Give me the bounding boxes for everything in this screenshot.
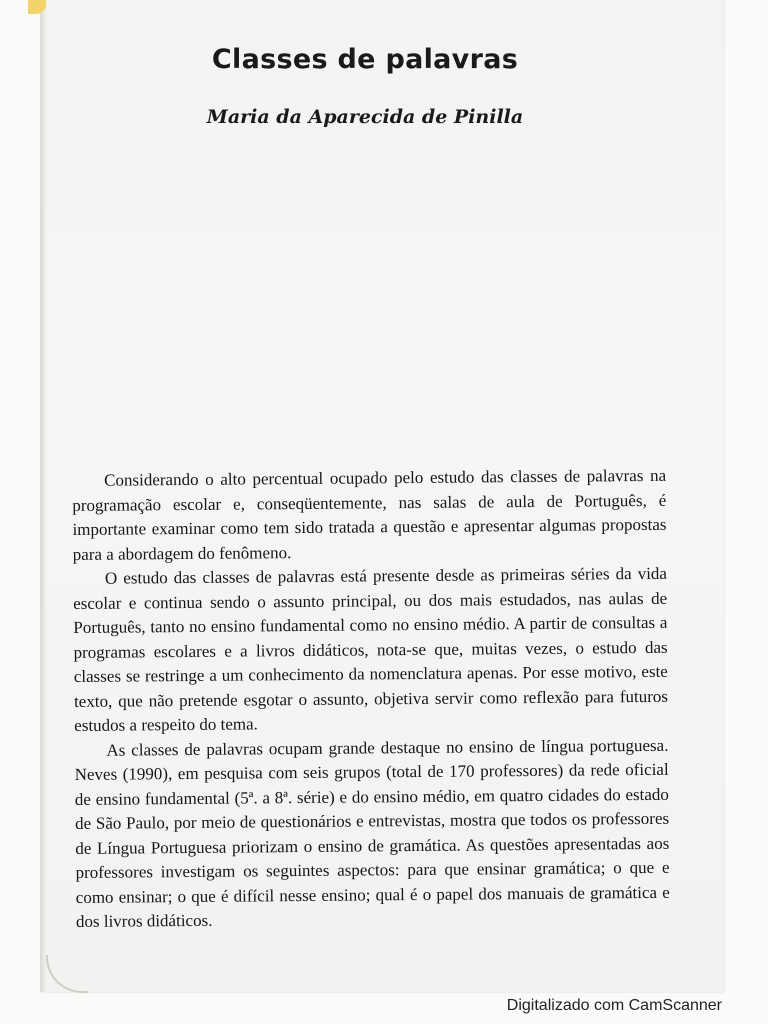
paragraph-3: As classes de palavras ocupam grande destaque no ensino de língua portuguesa. Neves (1990), em pesquisa com seis grupos (total de 170 professores) da rede oficial de ensino fundamental (5ª. a 8ª. série) e do ensino médio, em quatro cidades do estado de São Paulo, por meio de questionários e entrevistas, mostra que todos os professores de Língua Portuguesa priorizam o ensino de gramática. As questões apresentadas aos professores investigam os seguintes aspectos: para que ensinar gramática; o que e como ensinar; o que é difícil nesse ensino; qual é o papel dos manuais de gramática e dos livros didáticos. bbox=[74, 735, 670, 931]
document-title: Classes de palavras bbox=[211, 44, 519, 75]
paragraph-1: Considerando o alto percentual ocupado pelo estudo das classes de palavras na programação escolar e, conseqüentemente, nas salas de aula de Português, é importante examinar como tem sido tratada a questão e apresentar algumas propostas para a abordagem do fenômeno. bbox=[72, 465, 667, 564]
body-text bbox=[72, 464, 670, 935]
paragraph-2: O estudo das classes de palavras está presente desde as primeiras séries da vida escolar e continua sendo o assunto principal, ou dos mais estudados, nas aulas de Português, tanto no ensino fundamental como no ensino médio. A partir de consultas a programas escolares e a livros didáticos, nota-se que, muitas vezes, o estudo das classes se restringe a um conhecimento da nomenclatura apenas. Por esse motivo, este texto, que não pretende esgotar o assunto, objetiva servir como reflexão para futuros estudos a respeito do tema. bbox=[73, 563, 669, 735]
page-edge bbox=[40, 0, 46, 992]
document-author: Maria da Aparecida de Pinilla bbox=[206, 106, 524, 128]
scanner-watermark: Digitalizado com CamScanner bbox=[506, 997, 722, 1014]
